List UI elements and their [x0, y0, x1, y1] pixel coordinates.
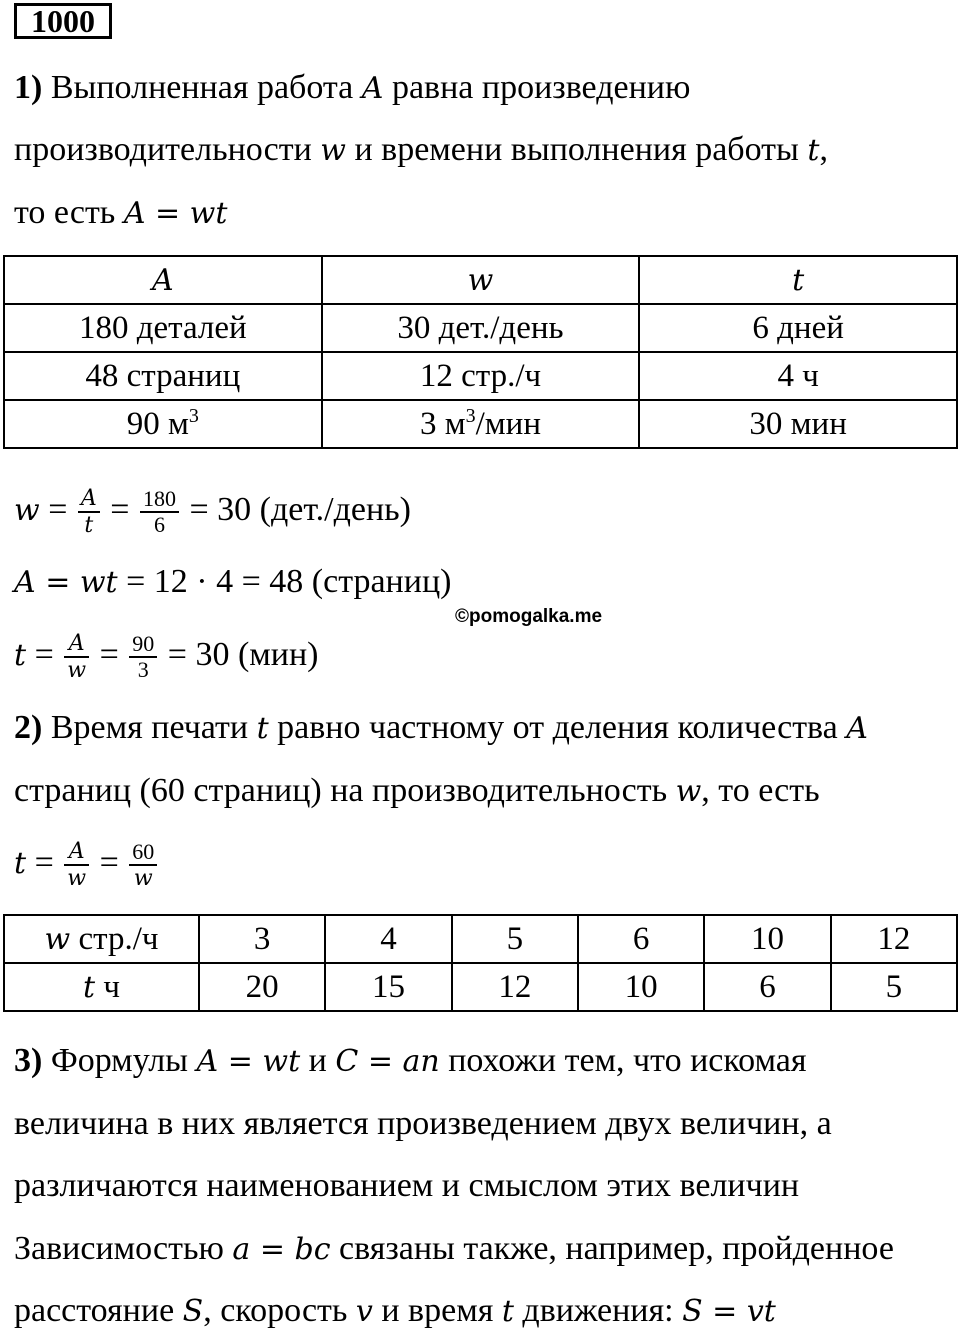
- var-w: w: [44, 921, 71, 957]
- table-row-t: [4, 963, 957, 1011]
- calc-result: = 30 (мин): [159, 636, 319, 673]
- table-cell: 3: [199, 915, 325, 963]
- var-w: w: [14, 493, 40, 528]
- calc-line1: [14, 480, 411, 541]
- part1-text: и времени выполнения работы: [345, 131, 808, 168]
- table-header-row: [4, 256, 957, 304]
- part3-marker: 3): [14, 1042, 43, 1079]
- formula-S-vt: S = vt: [682, 1294, 776, 1329]
- header-A: A: [151, 262, 174, 298]
- part3-line3: различаются наименованием и смыслом этих величин: [14, 1167, 800, 1204]
- calc-result: = 30 (дет./день): [180, 491, 412, 528]
- part1-line1: [14, 68, 690, 109]
- table-cell: 48 страниц: [4, 352, 322, 400]
- header-w: w: [467, 262, 494, 298]
- part3-text: Формулы: [42, 1042, 197, 1079]
- numerator: A: [80, 486, 97, 512]
- table-cell: 12 стр./ч: [322, 352, 640, 400]
- fraction: [140, 487, 179, 537]
- table-row-w: [4, 915, 957, 963]
- denominator: 6: [153, 512, 165, 538]
- table-cell: 12: [452, 963, 578, 1011]
- denominator: w: [67, 658, 87, 684]
- numerator: 180: [140, 487, 179, 513]
- table-cell: 5: [831, 963, 957, 1011]
- part3-text: Зависимостью: [14, 1230, 233, 1267]
- header-cell: [639, 256, 957, 304]
- punct: ,: [819, 131, 828, 168]
- calc-result: = 12 · 4 = 48 (страниц): [117, 563, 452, 600]
- row-label: [4, 915, 199, 963]
- var-t: t: [83, 969, 96, 1005]
- numerator: 90: [129, 632, 157, 658]
- header-t: t: [792, 262, 805, 298]
- fraction: [129, 840, 157, 891]
- part3-text: движения:: [513, 1292, 683, 1329]
- table-cell: 20: [199, 963, 325, 1011]
- table-cell: 6 дней: [639, 304, 957, 352]
- var-w: w: [675, 774, 702, 809]
- part1-line2: [14, 130, 828, 171]
- table-cell: 15: [325, 963, 451, 1011]
- var-w: w: [320, 133, 346, 168]
- formula-A-wt: A = wt: [14, 565, 118, 600]
- part2-line1: [14, 708, 868, 749]
- part1-text: равна произведению: [383, 69, 691, 106]
- numerator: 60: [129, 840, 157, 866]
- row-label: [4, 963, 199, 1011]
- table-cell: 4 ч: [639, 352, 957, 400]
- part2-line2: [14, 771, 820, 812]
- part2-marker: 2): [14, 709, 43, 746]
- table-cell: 12: [831, 915, 957, 963]
- part3-text: и время: [372, 1292, 502, 1329]
- numerator: A: [68, 631, 85, 657]
- var-t: t: [14, 638, 27, 673]
- header-cell: [322, 256, 640, 304]
- calc-line3: [14, 625, 319, 686]
- part3-text: и: [300, 1042, 336, 1079]
- table-cell: 6: [704, 963, 830, 1011]
- part3-text: расстояние: [14, 1292, 183, 1329]
- equals: =: [39, 491, 76, 528]
- var-t: t: [14, 846, 27, 881]
- part1-marker: 1): [14, 69, 43, 106]
- part3-line4: [14, 1229, 894, 1270]
- denominator: 3: [137, 657, 149, 683]
- var-A: A: [361, 71, 384, 106]
- table-work: [3, 255, 958, 449]
- part3-text: похожи тем, что искомая: [439, 1042, 807, 1079]
- cell-text: 3 м: [419, 406, 466, 442]
- part1-line3: [14, 193, 227, 234]
- superscript: 3: [188, 405, 199, 427]
- table-print-time: [3, 914, 958, 1012]
- part2-text: страниц (60 страниц) на производительность: [14, 772, 676, 809]
- part2-text: , то есть: [701, 772, 820, 809]
- formula-A-wt: A = wt: [123, 196, 228, 231]
- numerator: A: [68, 839, 85, 865]
- var-A: A: [846, 711, 868, 746]
- part3-text: связаны также, например, пройденное: [330, 1230, 894, 1267]
- fraction: [64, 631, 89, 683]
- table-row: [4, 400, 957, 448]
- denominator: w: [133, 865, 153, 891]
- equals: =: [26, 636, 63, 673]
- formula-A-wt: A = wt: [196, 1044, 301, 1079]
- table-row: [4, 352, 957, 400]
- cell-text: /мин: [475, 406, 541, 442]
- problem-number: 1000: [14, 3, 112, 39]
- fraction: [78, 486, 100, 538]
- var-t: t: [501, 1294, 514, 1329]
- unit: стр./ч: [70, 920, 159, 957]
- part3-line1: [14, 1041, 807, 1082]
- table-cell: [4, 400, 322, 448]
- part2-formula: [14, 833, 159, 894]
- denominator: w: [67, 866, 87, 892]
- watermark: ©pomogalka.me: [455, 606, 603, 627]
- calc-line2: [14, 562, 451, 603]
- table-cell: 6: [578, 915, 704, 963]
- table-cell: 30 дет./день: [322, 304, 640, 352]
- part1-text: Выполненная работа: [42, 69, 362, 106]
- equals: =: [101, 491, 138, 528]
- equals: =: [91, 844, 128, 881]
- unit: ч: [95, 968, 120, 1005]
- formula-C-an: C = an: [335, 1044, 440, 1079]
- part2-text: Время печати: [42, 709, 257, 746]
- superscript: 3: [465, 405, 476, 427]
- table-cell: 10: [578, 963, 704, 1011]
- table-row: [4, 304, 957, 352]
- cell-text: 90 м: [126, 406, 189, 442]
- table-cell: 5: [452, 915, 578, 963]
- formula-a-bc: a = bc: [232, 1232, 331, 1267]
- part2-text: равно частному от деления количества: [268, 709, 847, 746]
- table-cell: 30 мин: [639, 400, 957, 448]
- part3-text: , скорость: [203, 1292, 356, 1329]
- table-cell: [322, 400, 640, 448]
- part3-line2: величина в них является произведением двух величин, а: [14, 1105, 832, 1142]
- denominator: t: [84, 513, 94, 539]
- header-cell: [4, 256, 322, 304]
- part3-line5: [14, 1291, 776, 1332]
- var-S: S: [182, 1294, 204, 1329]
- part1-text: производительности: [14, 131, 321, 168]
- table-cell: 180 деталей: [4, 304, 322, 352]
- part1-text: то есть: [14, 194, 124, 231]
- var-v: v: [355, 1294, 373, 1329]
- table-cell: 10: [704, 915, 830, 963]
- var-t: t: [807, 133, 820, 168]
- fraction: [129, 632, 157, 682]
- fraction: [64, 839, 89, 891]
- table-cell: 4: [325, 915, 451, 963]
- var-t: t: [256, 711, 269, 746]
- equals: =: [26, 844, 63, 881]
- equals: =: [91, 636, 128, 673]
